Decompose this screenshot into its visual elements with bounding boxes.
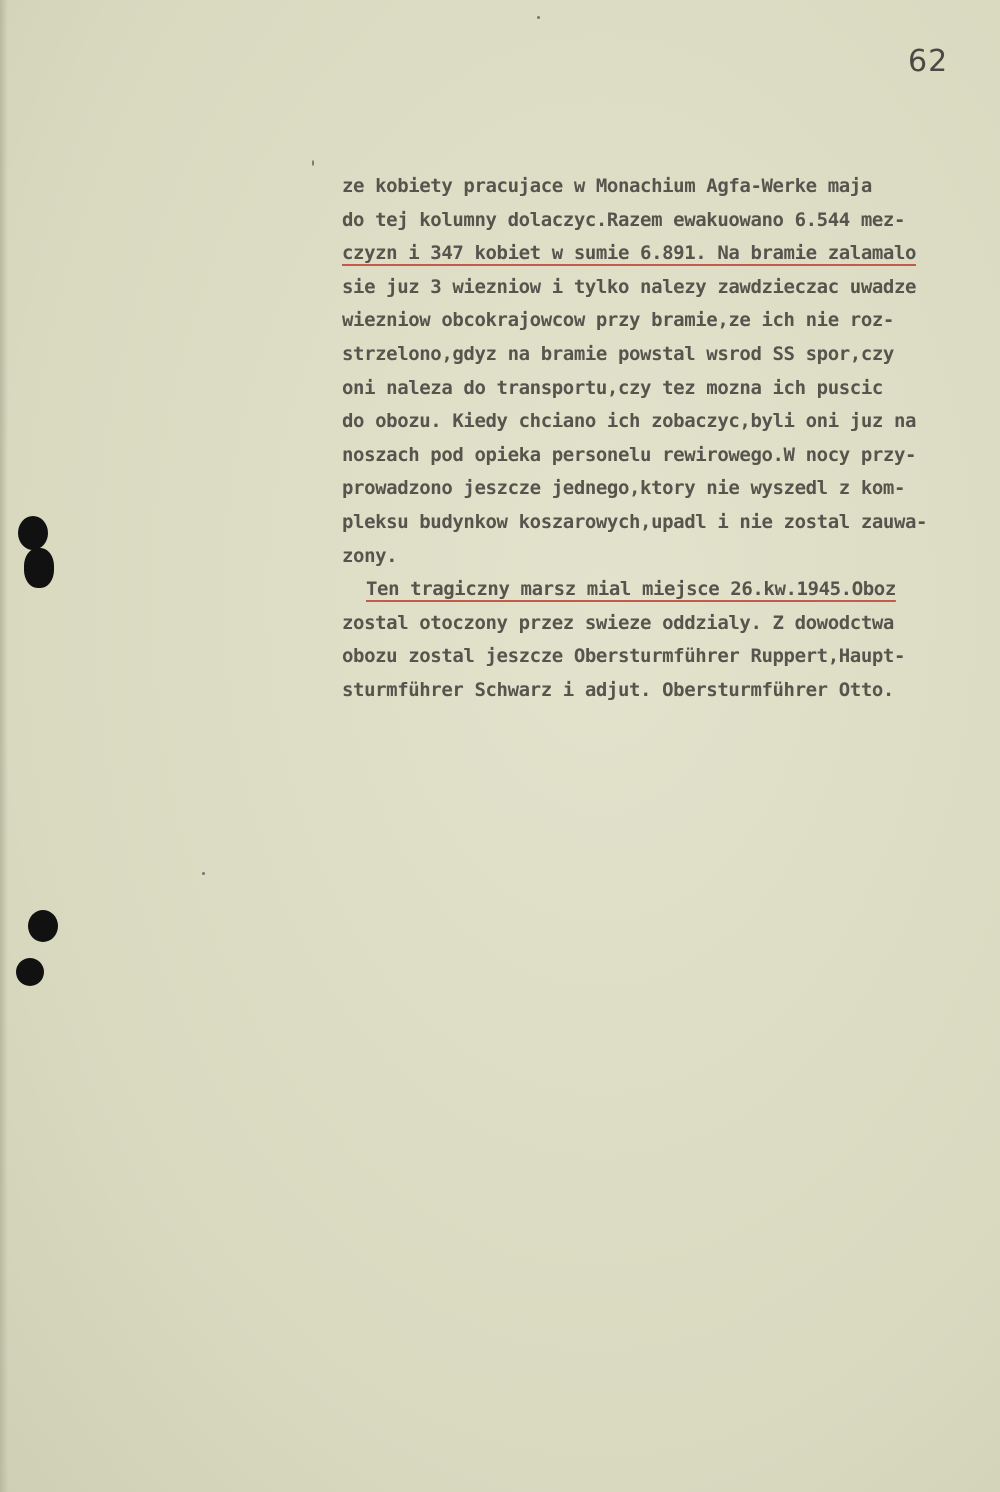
typed-text-block xyxy=(342,170,992,708)
text-line-3: czyzn i 347 kobiet w sumie 6.891. Na bramie zalamalo xyxy=(342,242,917,265)
text-line-14: zostal otoczony przez swieze oddzialy. Z dowodctwa xyxy=(342,611,894,634)
text-line-6: strzelono,gdyz na bramie powstal wsrod SS spor,czy xyxy=(342,342,894,365)
punch-hole-top-lower xyxy=(24,548,54,588)
text-line-11: pleksu budynkow koszarowych,upadl i nie zostal zauwa- xyxy=(342,510,928,533)
text-line-2 xyxy=(342,204,992,238)
text-line-7: oni naleza do transportu,czy tez mozna ich puscic xyxy=(342,376,883,399)
punch-hole-bottom-lower xyxy=(16,958,44,986)
text-line-1: ze kobiety pracujace w Monachium Agfa-Werke maja xyxy=(342,175,872,197)
paper-speck xyxy=(537,16,540,19)
paper-speck xyxy=(312,160,314,166)
text-line-9: noszach pod opieka personelu rewirowego.W nocy przy- xyxy=(342,443,917,466)
punch-hole-top-upper xyxy=(18,516,48,550)
text-line-5: wiezniow obcokrajowcow przy bramie,ze ich nie roz- xyxy=(342,309,894,332)
text-line-12: zony. xyxy=(342,544,398,567)
text-line-8: do obozu. Kiedy chciano ich zobaczyc,byli oni juz na xyxy=(342,410,917,433)
page-edge-shadow xyxy=(0,0,8,1492)
text-line-4: sie juz 3 wiezniow i tylko nalezy zawdzieczac uwadze xyxy=(342,275,917,298)
text-line-10: prowadzono jeszcze jednego,ktory nie wyszedl z kom- xyxy=(342,477,905,500)
page-number: 62 xyxy=(908,44,949,79)
text-line-15: obozu zostal jeszcze Obersturmführer Ruppert,Haupt- xyxy=(342,645,905,668)
text-line-2-body: do tej kolumny dolaczyc.Razem ewakuowano 6.544 mez- xyxy=(342,208,905,231)
punch-hole-bottom-upper xyxy=(28,910,58,942)
text-line-16: sturmführer Schwarz i adjut. Obersturmführer Otto. xyxy=(342,678,894,701)
text-line-13: Ten tragiczny marsz mial miejsce 26.kw.1945.Oboz xyxy=(366,578,896,601)
paper-speck xyxy=(202,872,205,875)
